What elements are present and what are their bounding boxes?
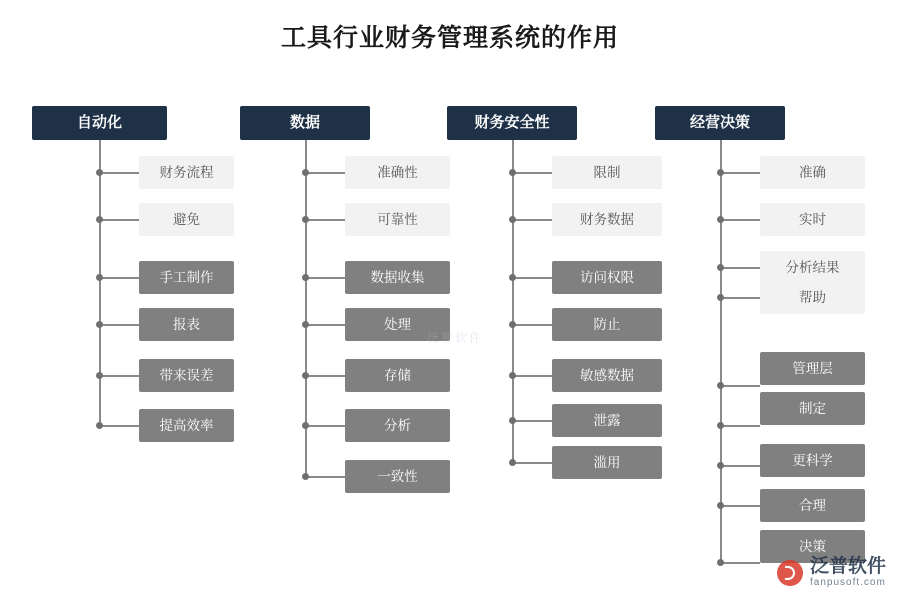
branch-dot (509, 321, 516, 328)
center-watermark: 泛普软件 (426, 331, 483, 345)
branch-line (305, 425, 345, 427)
branch-line (99, 277, 139, 279)
branch-line (512, 462, 552, 464)
column-1-trunk (99, 140, 101, 426)
node-decision-7[interactable]: 更科学 (760, 444, 865, 477)
branch-line (720, 505, 760, 507)
branch-dot (509, 216, 516, 223)
branch-dot (302, 321, 309, 328)
branch-line (99, 324, 139, 326)
node-automation-3[interactable]: 手工制作 (139, 261, 234, 294)
brand-watermark (777, 557, 886, 588)
branch-dot (302, 169, 309, 176)
branch-dot (302, 274, 309, 281)
page-title: 工具行业财务管理系统的作用 (280, 24, 619, 52)
node-security-1[interactable]: 限制 (552, 156, 662, 189)
branch-dot (96, 372, 103, 379)
branch-line (305, 172, 345, 174)
branch-dot (96, 321, 103, 328)
branch-line (305, 277, 345, 279)
node-decision-1[interactable]: 准确 (760, 156, 865, 189)
branch-dot (717, 559, 724, 566)
branch-line (99, 219, 139, 221)
node-decision-5[interactable]: 管理层 (760, 352, 865, 385)
column-header-automation[interactable]: 自动化 (32, 106, 167, 140)
branch-dot (302, 422, 309, 429)
node-security-6[interactable]: 泄露 (552, 404, 662, 437)
branch-line (99, 172, 139, 174)
node-data-4[interactable]: 处理 (345, 308, 450, 341)
node-data-3[interactable]: 数据收集 (345, 261, 450, 294)
branch-line (720, 172, 760, 174)
branch-line (512, 324, 552, 326)
node-security-5[interactable]: 敏感数据 (552, 359, 662, 392)
node-security-2[interactable]: 财务数据 (552, 203, 662, 236)
branch-line (720, 425, 760, 427)
node-automation-6[interactable]: 提高效率 (139, 409, 234, 442)
branch-dot (509, 169, 516, 176)
column-header-business-decision[interactable]: 经营决策 (655, 106, 785, 140)
branch-dot (302, 372, 309, 379)
node-decision-6[interactable]: 制定 (760, 392, 865, 425)
branch-dot (717, 462, 724, 469)
branch-line (305, 324, 345, 326)
branch-dot (96, 274, 103, 281)
branch-dot (302, 216, 309, 223)
branch-line (512, 277, 552, 279)
node-automation-2[interactable]: 避免 (139, 203, 234, 236)
branch-line (99, 425, 139, 427)
node-security-4[interactable]: 防止 (552, 308, 662, 341)
node-security-7[interactable]: 滥用 (552, 446, 662, 479)
branch-line (99, 375, 139, 377)
branch-dot (96, 422, 103, 429)
branch-line (720, 267, 760, 269)
column-3-trunk (512, 140, 514, 462)
node-data-6[interactable]: 分析 (345, 409, 450, 442)
branch-dot (509, 417, 516, 424)
branch-dot (509, 459, 516, 466)
branch-line (305, 476, 345, 478)
branch-line (512, 172, 552, 174)
node-automation-1[interactable]: 财务流程 (139, 156, 234, 189)
branch-dot (717, 264, 724, 271)
node-decision-4[interactable]: 帮助 (760, 281, 865, 314)
column-header-data[interactable]: 数据 (240, 106, 370, 140)
branch-dot (509, 274, 516, 281)
branch-line (720, 385, 760, 387)
branch-line (305, 375, 345, 377)
node-data-2[interactable]: 可靠性 (345, 203, 450, 236)
branch-line (720, 562, 760, 564)
node-data-7[interactable]: 一致性 (345, 460, 450, 493)
brand-name-cn: 泛普软件 (809, 556, 886, 578)
branch-line (512, 219, 552, 221)
branch-line (720, 297, 760, 299)
branch-line (512, 375, 552, 377)
fanpu-logo-icon (777, 560, 803, 586)
branch-dot (96, 216, 103, 223)
branch-line (512, 420, 552, 422)
node-decision-8[interactable]: 合理 (760, 489, 865, 522)
node-decision-3[interactable]: 分析结果 (760, 251, 865, 284)
branch-dot (717, 216, 724, 223)
branch-line (720, 465, 760, 467)
branch-dot (717, 422, 724, 429)
column-header-financial-security[interactable]: 财务安全性 (447, 106, 577, 140)
node-decision-9[interactable]: 决策 (760, 530, 865, 563)
node-decision-2[interactable]: 实时 (760, 203, 865, 236)
node-automation-4[interactable]: 报表 (139, 308, 234, 341)
branch-line (720, 219, 760, 221)
branch-line (305, 219, 345, 221)
branch-dot (717, 169, 724, 176)
branch-dot (96, 169, 103, 176)
branch-dot (509, 372, 516, 379)
branch-dot (717, 502, 724, 509)
branch-dot (717, 382, 724, 389)
node-automation-5[interactable]: 带来误差 (139, 359, 234, 392)
column-4-trunk (720, 140, 722, 562)
node-data-5[interactable]: 存储 (345, 359, 450, 392)
brand-name-en: fanpusoft.com (809, 577, 886, 588)
node-data-1[interactable]: 准确性 (345, 156, 450, 189)
branch-dot (717, 294, 724, 301)
branch-dot (302, 473, 309, 480)
node-security-3[interactable]: 访问权限 (552, 261, 662, 294)
